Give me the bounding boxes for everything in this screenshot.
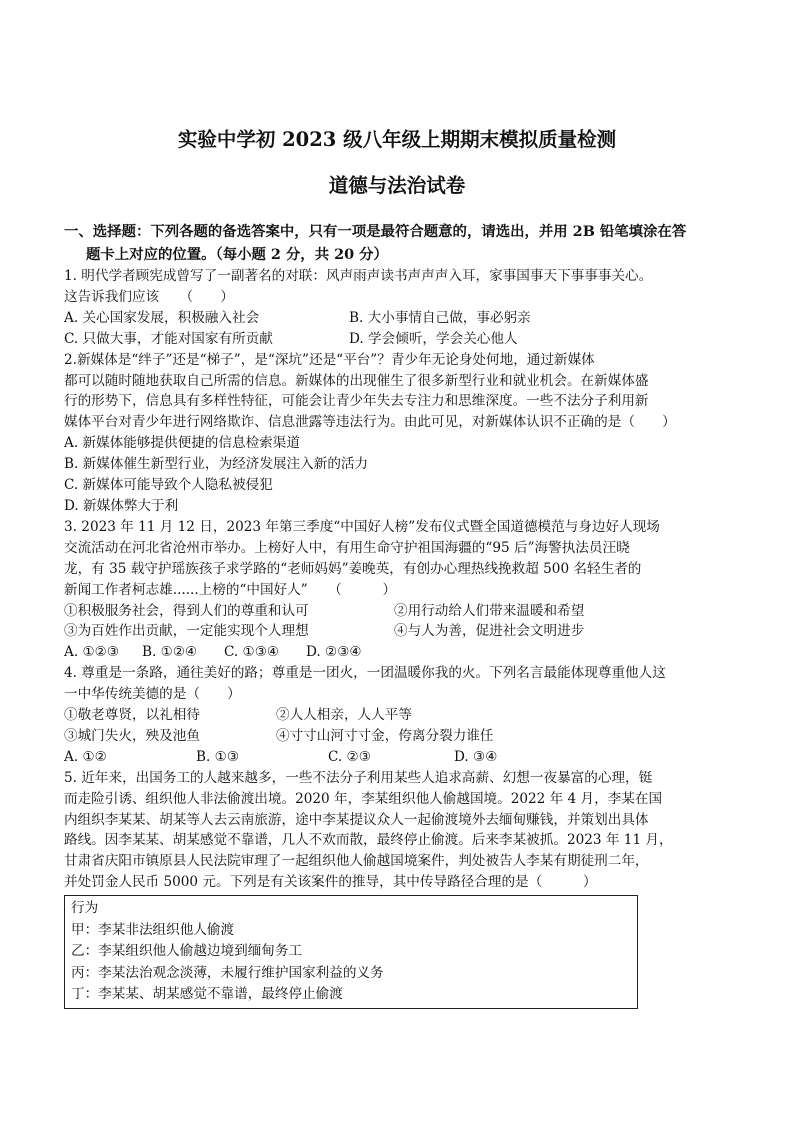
q5-stem-line5: 甘肃省庆阳市镇原县人民法院审理了一起组织他人偷越国境案件，判处被告人李某有期徒刑二年， [64,853,649,870]
q4-stem-line2: 一中华传统美德的是（ ） [64,686,241,703]
q4-options [64,747,740,768]
q4-item-2: ②人人相亲，人人平等 [276,707,412,724]
q2-stem-line1: 2.新媒体是“绊子”还是“梯子”，是“深坑”还是“平台”？青少年无论身处何地，通过新媒体 [64,351,595,368]
q5-table-header: 行为 [71,900,99,917]
q3-stem-line3: 龙，有 35 载守护瑶族孩子求学路的“老师妈妈”姜晚英，有创办心理热线挽救超 500 名轻生者的 [64,560,642,577]
q1-stem-line2: 这告诉我们应该 （ ） [64,288,234,305]
q3-item-3: ③为百姓作出贡献，一定能实现个人理想 [64,623,309,640]
q1-options-row1 [64,308,740,329]
q3-option-a: A. ①②③ [64,644,120,661]
q1-option-d: D. 学会倾听，学会关心他人 [349,330,518,347]
q1-option-c: C. 只做大事，才能对国家有所贡献 [64,330,273,347]
section-heading [64,220,740,266]
q4-items-row1 [64,705,740,726]
q4-item-1: ①敬老尊贤，以礼相待 [64,707,200,724]
q2-option-d: D. 新媒体弊大于利 [64,497,179,514]
q1-stem-line1: 1. 明代学者顾宪成曾写了一副著名的对联：风声雨声读书声声声入耳，家事国事天下事事事关心。 [64,268,653,284]
q3-item-2: ②用行动给人们带来温暖和希望 [394,602,585,619]
q5-stem-line1: 5. 近年来，出国务工的人越来越多，一些不法分子利用某些人追求高薪、幻想一夜暴富的心理，铤 [64,769,653,786]
q4-option-d: D. ③④ [454,748,498,765]
q3-options [64,642,740,663]
exam-subtitle: 道德与法治试卷 [328,174,466,197]
q5-row-bing: 丙：李某法治观念淡薄，未履行维护国家利益的义务 [71,964,384,981]
question-2 [64,350,740,517]
q2-stem-line4: 媒体平台对青少年进行网络欺诈、信息泄露等违法行为。由此可见，对新媒体认识不正确的是（ ） [64,414,676,431]
question-5 [64,768,740,1009]
q1-option-a: A. 关心国家发展，积极融入社会 [64,309,260,326]
section-heading-line2: 题卡上对应的位置。（每小题 2 分，共 20 分） [86,246,388,263]
q4-option-c: C. ②③ [328,748,371,765]
q3-items-row2 [64,621,740,642]
q3-items-row1 [64,601,740,622]
q3-stem-line1: 3. 2023 年 11 月 12 日，2023 年第三季度“中国好人榜”发布仪式暨全国道德模范与身边好人现场 [64,518,660,535]
exam-content [64,220,740,1009]
q1-option-b: B. 大小事情自己做，事必躬亲 [349,309,531,326]
q4-option-b: B. ①③ [196,748,240,765]
q3-stem-line4: 新闻工作者柯志雄......上榜的“中国好人” （ ） [64,581,397,598]
q3-stem-line2: 交流活动在河北省沧州市举办。上榜好人中，有用生命守护祖国海疆的“95 后”海警执法员汪晓 [64,539,630,556]
q5-row-ding: 丁：李某某、胡某感觉不靠谱，最终停止偷渡 [71,986,343,1003]
q3-option-b: B. ①②④ [142,644,198,661]
q5-stem-line6: 并处罚金人民币 5000 元。下列是有关该案件的推导，其中传导路径合理的是（ ） [64,874,597,891]
q1-options-row2 [64,329,740,350]
q3-item-1: ①积极服务社会，得到人们的尊重和认可 [64,602,309,619]
q2-stem-line2: 都可以随时随地获取自己所需的信息。新媒体的出现催生了很多新型行业和就业机会。在新媒体盛 [64,372,649,389]
q5-stem-line2: 而走险引诱、组织他人非法偷渡出境。2020 年，李某组织他人偷越国境。2022 年 4 月，李某在国 [64,790,663,807]
q2-option-b: B. 新媒体催生新型行业，为经济发展注入新的活力 [64,456,369,473]
question-3 [64,517,740,663]
section-heading-line1: 一、选择题：下列各题的备选答案中，只有一项是最符合题意的，请选出，并用 2B 铅笔填涂在答 [64,223,687,240]
q4-item-4: ④寸寸山河寸寸金，侉离分裂力谁任 [276,727,494,744]
q5-stem-line4: 路线。因李某某、胡某感觉不靠谱，几人不欢而散，最终停止偷渡。后来李某被抓。2023 年 11 月， [64,832,673,849]
exam-title: 实验中学初 2023 级八年级上期期末模拟质量检测 [177,128,617,151]
q5-row-yi: 乙：李某组织他人偷越边境到缅甸务工 [71,943,303,960]
q4-items-row2 [64,726,740,747]
q3-item-4: ④与人为善，促进社会文明进步 [394,623,585,640]
q2-option-a: A. 新媒体能够提供便捷的信息检索渠道 [64,435,300,452]
q3-option-c: C. ①③④ [224,644,280,661]
q2-stem-line3: 行的形势下，信息具有多样性特征，可能会让青少年失去专注力和思维深度。一些不法分子利用新 [64,393,649,410]
q5-behavior-table [64,895,638,1009]
q2-option-c: C. 新媒体可能导致个人隐私被侵犯 [64,477,273,494]
question-4 [64,663,740,768]
q4-option-a: A. ①② [64,748,107,765]
q3-option-d: D. ②③④ [306,644,362,661]
q5-stem-line3: 内组织李某某、胡某等人去云南旅游，途中李某提议众人一起偷渡境外去缅甸赚钱，并策划出具体 [64,811,649,828]
q4-item-3: ③城门失火，殃及池鱼 [64,727,200,744]
q4-stem-line1: 4. 尊重是一条路，通往美好的路；尊重是一团火，一团温暖你我的火。下列名言最能体现尊重他人这 [64,665,666,682]
q5-row-jia: 甲：李某非法组织他人偷渡 [71,921,235,938]
question-1 [64,266,740,350]
